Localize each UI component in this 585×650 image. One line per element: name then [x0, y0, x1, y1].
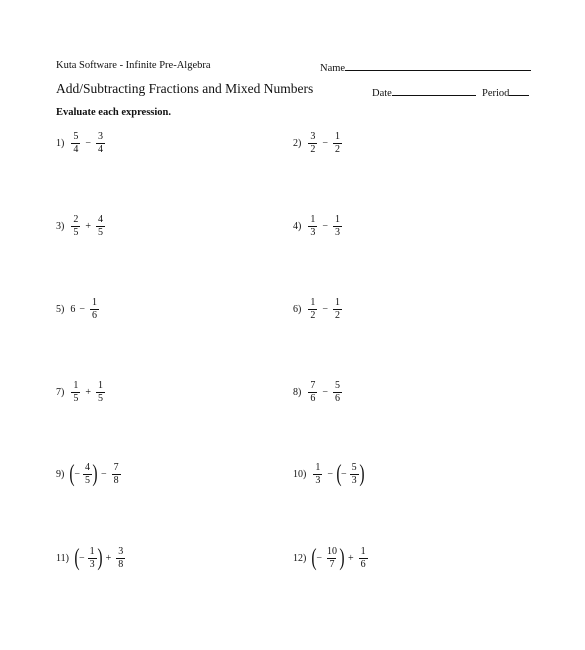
numerator: 5 — [73, 130, 79, 142]
open-paren: ( — [336, 461, 342, 487]
open-paren: ( — [311, 545, 317, 571]
operator: + — [85, 220, 91, 232]
fraction — [308, 214, 317, 239]
denominator: 5 — [97, 226, 103, 238]
fraction — [333, 297, 342, 322]
operator: + — [347, 552, 354, 564]
numerator: 3 — [118, 545, 124, 557]
problem-11 — [56, 542, 126, 574]
fraction — [71, 380, 80, 405]
close-paren: ) — [339, 545, 345, 571]
fraction — [308, 297, 317, 322]
denominator: 5 — [97, 392, 103, 404]
period-field[interactable] — [482, 85, 529, 99]
numerator: 5 — [334, 379, 340, 391]
operator: − — [322, 303, 328, 315]
fraction — [83, 462, 92, 487]
denominator: 6 — [334, 392, 340, 404]
numerator: 1 — [315, 461, 321, 473]
fraction — [96, 380, 105, 405]
open-paren: ( — [74, 545, 80, 571]
problem-number: 5) — [56, 303, 65, 315]
denominator: 6 — [360, 558, 366, 570]
problem-number: 9) — [56, 468, 65, 480]
problem-number: 8) — [293, 386, 302, 398]
name-field[interactable] — [320, 60, 531, 74]
fraction — [71, 131, 80, 156]
denominator: 6 — [310, 392, 316, 404]
denominator: 3 — [89, 558, 95, 570]
problem-9 — [56, 458, 122, 490]
fraction — [96, 131, 105, 156]
fraction — [96, 214, 105, 239]
numerator: 4 — [84, 461, 90, 473]
numerator: 7 — [310, 379, 316, 391]
negative-sign: − — [78, 552, 85, 564]
denominator: 5 — [73, 392, 79, 404]
fraction — [313, 462, 322, 487]
denominator: 5 — [73, 226, 79, 238]
name-label: Name — [320, 63, 346, 74]
fraction — [112, 462, 121, 487]
name-blank[interactable] — [345, 60, 531, 71]
date-field[interactable] — [372, 85, 476, 99]
denominator: 4 — [97, 143, 103, 155]
open-paren: ( — [69, 461, 75, 487]
negative-sign: − — [316, 552, 322, 564]
denominator: 2 — [334, 143, 340, 155]
problem-4 — [293, 210, 343, 242]
negative-sign: − — [340, 468, 347, 480]
numerator: 1 — [89, 545, 95, 557]
numerator: 1 — [334, 296, 340, 308]
fraction — [333, 131, 342, 156]
fraction — [308, 131, 317, 156]
denominator: 8 — [113, 474, 119, 486]
close-paren: ) — [92, 461, 98, 487]
date-label: Date — [372, 88, 392, 99]
denominator: 5 — [84, 474, 90, 486]
denominator: 4 — [73, 143, 79, 155]
operator: + — [105, 552, 112, 564]
numerator: 5 — [351, 461, 357, 473]
operator: − — [85, 137, 91, 149]
publisher-label: Kuta Software - Infinite Pre-Algebra — [56, 60, 211, 71]
numerator: 1 — [360, 545, 366, 557]
problem-number: 10) — [293, 468, 307, 480]
fraction — [325, 546, 339, 571]
fraction — [88, 546, 97, 571]
fraction — [308, 380, 317, 405]
problem-number: 2) — [293, 137, 302, 149]
numerator: 10 — [326, 545, 337, 557]
numerator: 1 — [334, 130, 340, 142]
worksheet-title: Add/Subtracting Fractions and Mixed Numbers — [56, 81, 314, 96]
problem-8 — [293, 376, 343, 408]
problem-2 — [293, 127, 343, 159]
close-paren: ) — [97, 545, 103, 571]
numerator: 1 — [334, 213, 340, 225]
problem-number: 12) — [293, 552, 307, 564]
denominator: 8 — [118, 558, 124, 570]
negative-sign: − — [74, 468, 80, 480]
numerator: 3 — [97, 130, 103, 142]
problem-number: 7) — [56, 386, 65, 398]
denominator: 3 — [315, 474, 321, 486]
denominator: 7 — [329, 558, 335, 570]
numerator: 7 — [113, 461, 119, 473]
denominator: 2 — [310, 143, 316, 155]
operator: − — [100, 468, 107, 480]
fraction — [333, 380, 342, 405]
operator: − — [322, 220, 328, 232]
numerator: 1 — [91, 296, 97, 308]
denominator: 3 — [334, 226, 340, 238]
operator: − — [79, 303, 85, 315]
problem-3 — [56, 210, 106, 242]
numerator: 1 — [310, 296, 316, 308]
problem-number: 3) — [56, 220, 65, 232]
problem-5 — [56, 293, 100, 325]
problem-10 — [293, 458, 364, 490]
denominator: 2 — [310, 309, 316, 321]
fraction — [359, 546, 368, 571]
problem-7 — [56, 376, 106, 408]
whole-number: 6 — [70, 303, 76, 315]
operator: − — [322, 137, 328, 149]
date-blank[interactable] — [392, 85, 476, 96]
problem-1 — [56, 127, 106, 159]
fraction — [333, 214, 342, 239]
operator: − — [322, 386, 328, 398]
operator: − — [327, 468, 333, 480]
numerator: 1 — [73, 379, 79, 391]
period-blank[interactable] — [509, 85, 529, 96]
fraction — [350, 462, 359, 487]
problem-6 — [293, 293, 343, 325]
numerator: 3 — [310, 130, 316, 142]
fraction — [116, 546, 125, 571]
instructions: Evaluate each expression. — [56, 107, 172, 118]
problem-number: 6) — [293, 303, 302, 315]
denominator: 6 — [91, 309, 97, 321]
numerator: 1 — [310, 213, 316, 225]
fraction — [71, 214, 80, 239]
denominator: 3 — [310, 226, 316, 238]
close-paren: ) — [359, 461, 365, 487]
numerator: 2 — [73, 213, 79, 225]
fraction — [90, 297, 99, 322]
period-label: Period — [482, 88, 510, 99]
operator: + — [85, 386, 91, 398]
problem-12 — [293, 542, 369, 574]
denominator: 3 — [351, 474, 357, 486]
problem-number: 4) — [293, 220, 302, 232]
denominator: 2 — [334, 309, 340, 321]
numerator: 1 — [97, 379, 103, 391]
numerator: 4 — [97, 213, 103, 225]
problem-number: 1) — [56, 137, 65, 149]
problem-number: 11) — [56, 552, 69, 564]
